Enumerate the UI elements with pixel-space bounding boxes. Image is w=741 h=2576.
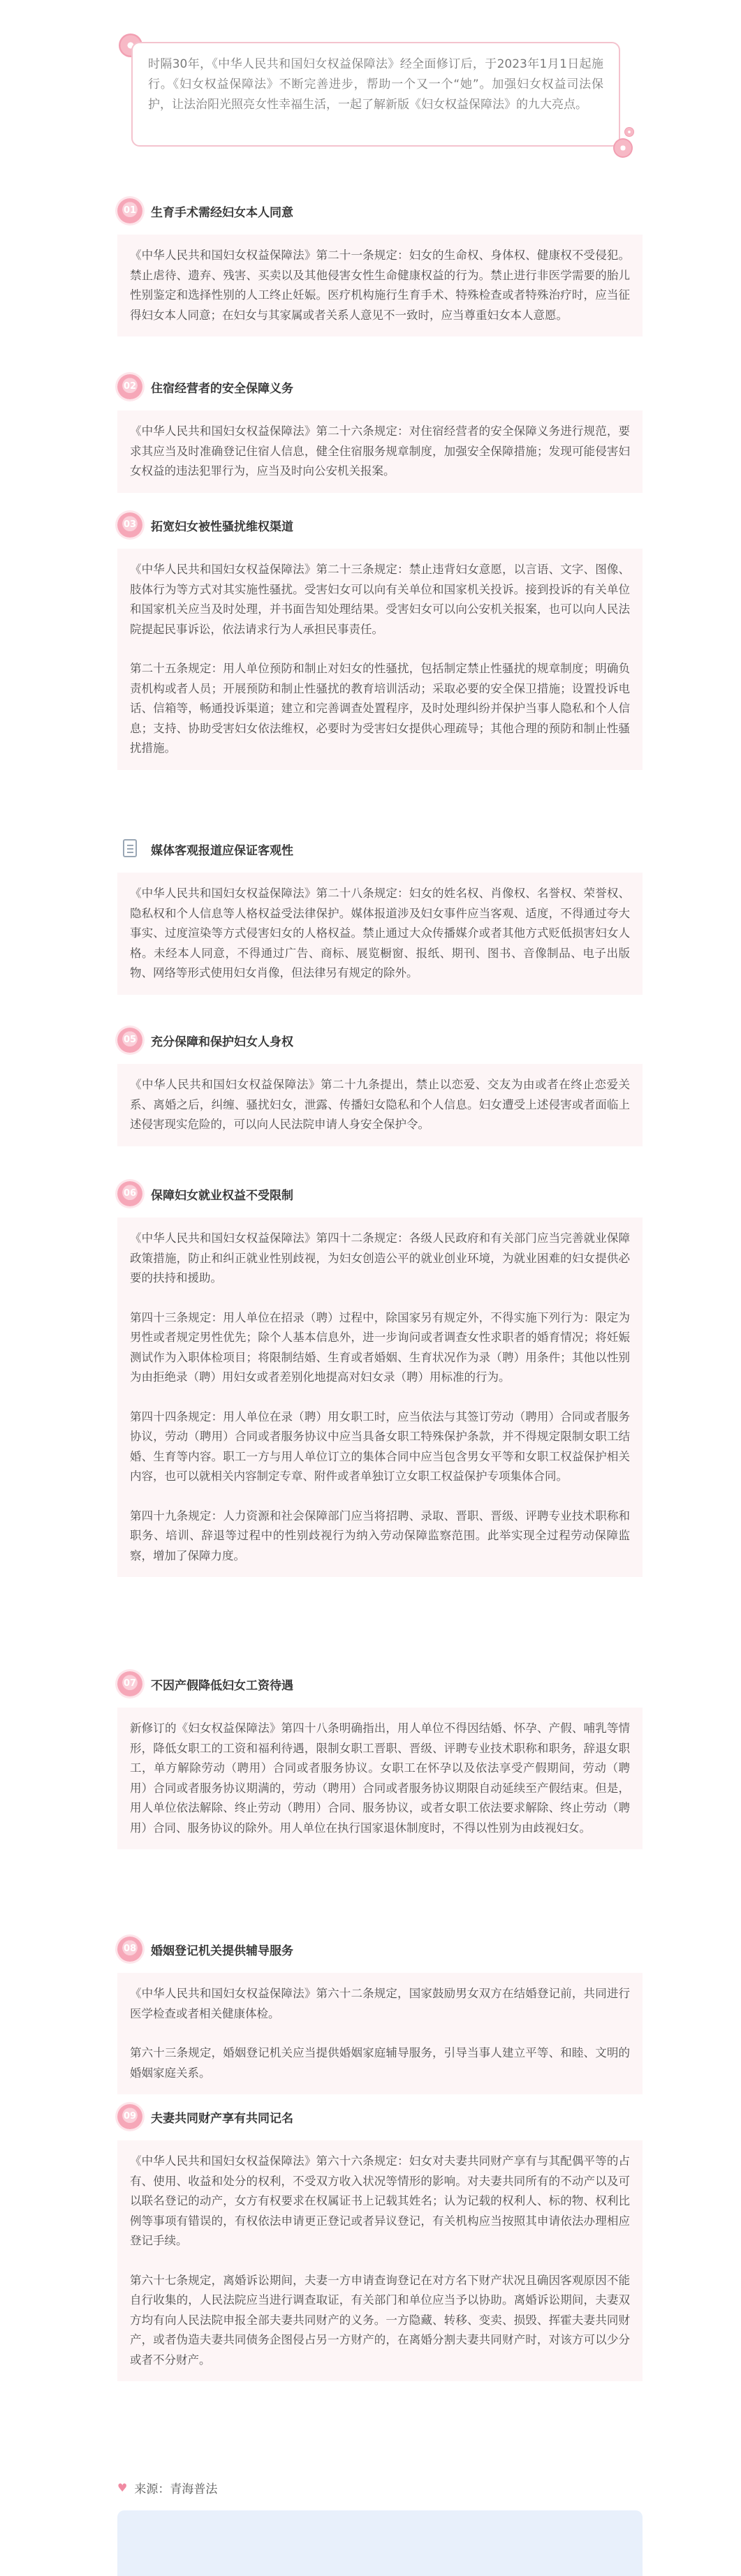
section-body	[117, 1217, 643, 1577]
section-06	[117, 1180, 643, 1577]
section-title: 夫妻共同财产享有共同记名	[151, 2112, 293, 2126]
section-header	[117, 1026, 643, 1054]
section-02	[117, 373, 643, 493]
section-paragraph: 《中华人民共和国妇女权益保障法》第六十六条规定：妇女对夫妻共同财产享有与其配偶平等的占有、使用、收益和处分的权利，不受双方收入状况等情形的影响。对夫妻共同所有的不动产以及可以联名登记的动产，女方有权要求在权属证书上记载其姓名；认为记载的权利人、标的物、权利比例等事项有错误的，有权依法申请更正登记或者异议登记，有关机构应当按照其申请依法办理相应登记手续。	[130, 2154, 630, 2247]
number-badge: 05	[117, 1028, 142, 1053]
section-body	[117, 1064, 643, 1146]
section-09	[117, 2103, 643, 2381]
number-badge: 08	[117, 1937, 142, 1962]
flower-icon	[624, 127, 634, 137]
section-paragraph: 第四十九条规定：人力资源和社会保障部门应当将招聘、录取、晋职、晋级、评聘专业技术职称和职务、培训、辞退等过程中的性别歧视行为纳入劳动保障监察范围。此举实现全过程劳动保障监察，增加了保障力度。	[130, 1509, 630, 1562]
section-title: 充分保障和保护妇女人身权	[151, 1035, 293, 1049]
number-badge: 07	[117, 1671, 142, 1696]
section-header	[117, 835, 643, 863]
section-body	[117, 873, 643, 995]
section-07	[117, 1670, 643, 1849]
number-badge: 02	[117, 374, 142, 399]
number-badge: 01	[117, 198, 142, 223]
section-01	[117, 197, 643, 336]
section-04	[117, 835, 643, 995]
section-body	[117, 1708, 643, 1849]
section-title: 生育手术需经妇女本人同意	[151, 206, 293, 220]
section-header	[117, 2103, 643, 2131]
section-paragraph: 《中华人民共和国妇女权益保障法》第二十八条规定：妇女的姓名权、肖像权、名誉权、荣誉权、隐私权和个人信息等人格权益受法律保护。媒体报道涉及妇女事件应当客观、适度，不得通过夸大事实、过度渲染等方式侵害妇女的人格权益。禁止通过大众传播媒介或者其他方式贬低损害妇女人格。未经本人同意，不得通过广告、商标、展览橱窗、报纸、期刊、图书、音像制品、电子出版物、网络等形式使用妇女肖像，但法律另有规定的除外。	[130, 887, 630, 979]
intro-card	[119, 34, 637, 154]
section-header	[117, 1935, 643, 1963]
section-paragraph: 《中华人民共和国妇女权益保障法》第二十六条规定：对住宿经营者的安全保障义务进行规范，要求其应当及时准确登记住宿人信息，健全住宿服务规章制度，加强安全保障措施；发现可能侵害妇女权益的违法犯罪行为，应当及时向公安机关报案。	[130, 424, 630, 478]
section-header	[117, 1180, 643, 1208]
section-paragraph: 第四十四条规定：用人单位在录（聘）用女职工时，应当依法与其签订劳动（聘用）合同或者服务协议，劳动（聘用）合同或者服务协议中应当具备女职工特殊保护条款，并不得规定限制女职工结婚、生育等内容。职工一方与用人单位订立的集体合同中应当包含男女平等和女职工权益保护相关内容，也可以就相关内容制定专章、附件或者单独订立女职工权益保护专项集体合同。	[130, 1409, 630, 1483]
intro-box	[131, 42, 620, 147]
section-body	[117, 1973, 643, 2094]
section-title: 保障妇女就业权益不受限制	[151, 1189, 293, 1203]
section-paragraph: 第六十三条规定，婚姻登记机关应当提供婚姻家庭辅导服务，引导当事人建立平等、和睦、文明的婚姻家庭关系。	[130, 2046, 630, 2080]
section-paragraph: 《中华人民共和国妇女权益保障法》第四十二条规定：各级人民政府和有关部门应当完善就业保障政策措施，防止和纠正就业性别歧视，为妇女创造公平的就业创业环境，为就业困难的妇女提供必要的扶持和援助。	[130, 1231, 630, 1285]
flower-icon	[613, 138, 633, 158]
section-body	[117, 2140, 643, 2381]
source-line	[117, 2477, 217, 2498]
section-body	[117, 549, 643, 770]
section-header	[117, 511, 643, 539]
section-body	[117, 235, 643, 336]
section-header	[117, 373, 643, 401]
section-paragraph: 《中华人民共和国妇女权益保障法》第二十九条提出，禁止以恋爱、交友为由或者在终止恋爱关系、离婚之后，纠缠、骚扰妇女，泄露、传播妇女隐私和个人信息。妇女遭受上述侵害或者面临上述侵害现实危险的，可以向人民法院申请人身安全保护令。	[130, 1078, 630, 1131]
section-title: 住宿经营者的安全保障义务	[151, 382, 293, 396]
section-paragraph: 第四十三条规定：用人单位在招录（聘）过程中，除国家另有规定外，不得实施下列行为：限定为男性或者规定男性优先；除个人基本信息外，进一步询问或者调查女性求职者的婚育情况；将妊娠测试作为入职体检项目；将限制结婚、生育或者婚姻、生育状况作为录（聘）用条件；其他以性别为由拒绝录（聘）用妇女或者差别化地提高对妇女录（聘）用标准的行为。	[130, 1310, 630, 1384]
section-08	[117, 1935, 643, 2094]
section-body	[117, 410, 643, 493]
intro-text: 时隔30年，《中华人民共和国妇女权益保障法》经全面修订后，于2023年1月1日起施行。《妇女权益保障法》不断完善进步，帮助一个又一个“她”。加强妇女权益司法保护，让法治阳光照亮女性幸福生活，一起了解新版《妇女权益保障法》的九大亮点。	[148, 57, 603, 112]
section-05	[117, 1026, 643, 1146]
section-paragraph: 《中华人民共和国妇女权益保障法》第六十二条规定，国家鼓励男女双方在结婚登记前，共同进行医学检查或者相关健康体检。	[130, 1987, 630, 2020]
section-header	[117, 197, 643, 225]
section-title: 拓宽妇女被性骚扰维权渠道	[151, 520, 293, 534]
document-icon	[123, 839, 137, 857]
number-badge: 09	[117, 2104, 142, 2129]
section-paragraph: 第二十五条规定：用人单位预防和制止对妇女的性骚扰，包括制定禁止性骚扰的规章制度；明确负责机构或者人员；开展预防和制止性骚扰的教育培训活动；采取必要的安全保卫措施；设置投诉电话、信箱等，畅通投诉渠道；建立和完善调查处置程序，及时处理纠纷并保护当事人隐私和个人信息；支持、协助受害妇女依法维权，必要时为受害妇女提供心理疏导；其他合理的预防和制止性骚扰措施。	[130, 662, 630, 755]
number-badge: 06	[117, 1181, 142, 1206]
bottom-card	[117, 2510, 643, 2576]
section-paragraph: 新修订的《妇女权益保障法》第四十八条明确指出，用人单位不得因结婚、怀孕、产假、哺乳等情形，降低女职工的工资和福利待遇，限制女职工晋职、晋级、评聘专业技术职称和职务，辞退女职工，单方解除劳动（聘用）合同或者服务协议。女职工在怀孕以及依法享受产假期间，劳动（聘用）合同或者服务协议期满的，劳动（聘用）合同或者服务协议期限自动延续至产假结束。但是，用人单位依法解除、终止劳动（聘用）合同、服务协议，或者女职工依法要求解除、终止劳动（聘用）合同、服务协议的除外。用人单位在执行国家退休制度时，不得以性别为由歧视妇女。	[130, 1722, 630, 1835]
section-title: 媒体客观报道应保证客观性	[151, 844, 293, 858]
section-paragraph: 《中华人民共和国妇女权益保障法》第二十三条规定：禁止违背妇女意愿，以言语、文字、图像、肢体行为等方式对其实施性骚扰。受害妇女可以向有关单位和国家机关投诉。接到投诉的有关单位和国家机关应当及时处理，并书面告知处理结果。受害妇女可以向公安机关报案，也可以向人民法院提起民事诉讼，依法请求行为人承担民事责任。	[130, 563, 630, 636]
section-paragraph: 《中华人民共和国妇女权益保障法》第二十一条规定：妇女的生命权、身体权、健康权不受侵犯。禁止虐待、遗弃、残害、买卖以及其他侵害女性生命健康权益的行为。禁止进行非医学需要的胎儿性别鉴定和选择性别的人工终止妊娠。医疗机构施行生育手术、特殊检查或者特殊治疗时，应当征得妇女本人同意；在妇女与其家属或者关系人意见不一致时，应当尊重妇女本人意愿。	[130, 249, 630, 322]
section-header	[117, 1670, 643, 1698]
section-paragraph: 第六十七条规定，离婚诉讼期间，夫妻一方申请查询登记在对方名下财产状况且确因客观原因不能自行收集的，人民法院应当进行调查取证，有关部门和单位应当予以协助。离婚诉讼期间，夫妻双方均有向人民法院申报全部夫妻共同财产的义务。一方隐藏、转移、变卖、损毁、挥霍夫妻共同财产，或者伪造夫妻共同债务企图侵占另一方财产的，在离婚分割夫妻共同财产时，对该方可以少分或者不分财产。	[130, 2273, 630, 2367]
number-badge: 03	[117, 512, 142, 538]
section-title: 不因产假降低妇女工资待遇	[151, 1679, 293, 1693]
section-03	[117, 511, 643, 770]
source-text: 来源：青海普法	[134, 2482, 218, 2496]
heart-icon: ♥	[117, 2480, 128, 2494]
section-title: 婚姻登记机关提供辅导服务	[151, 1944, 293, 1958]
